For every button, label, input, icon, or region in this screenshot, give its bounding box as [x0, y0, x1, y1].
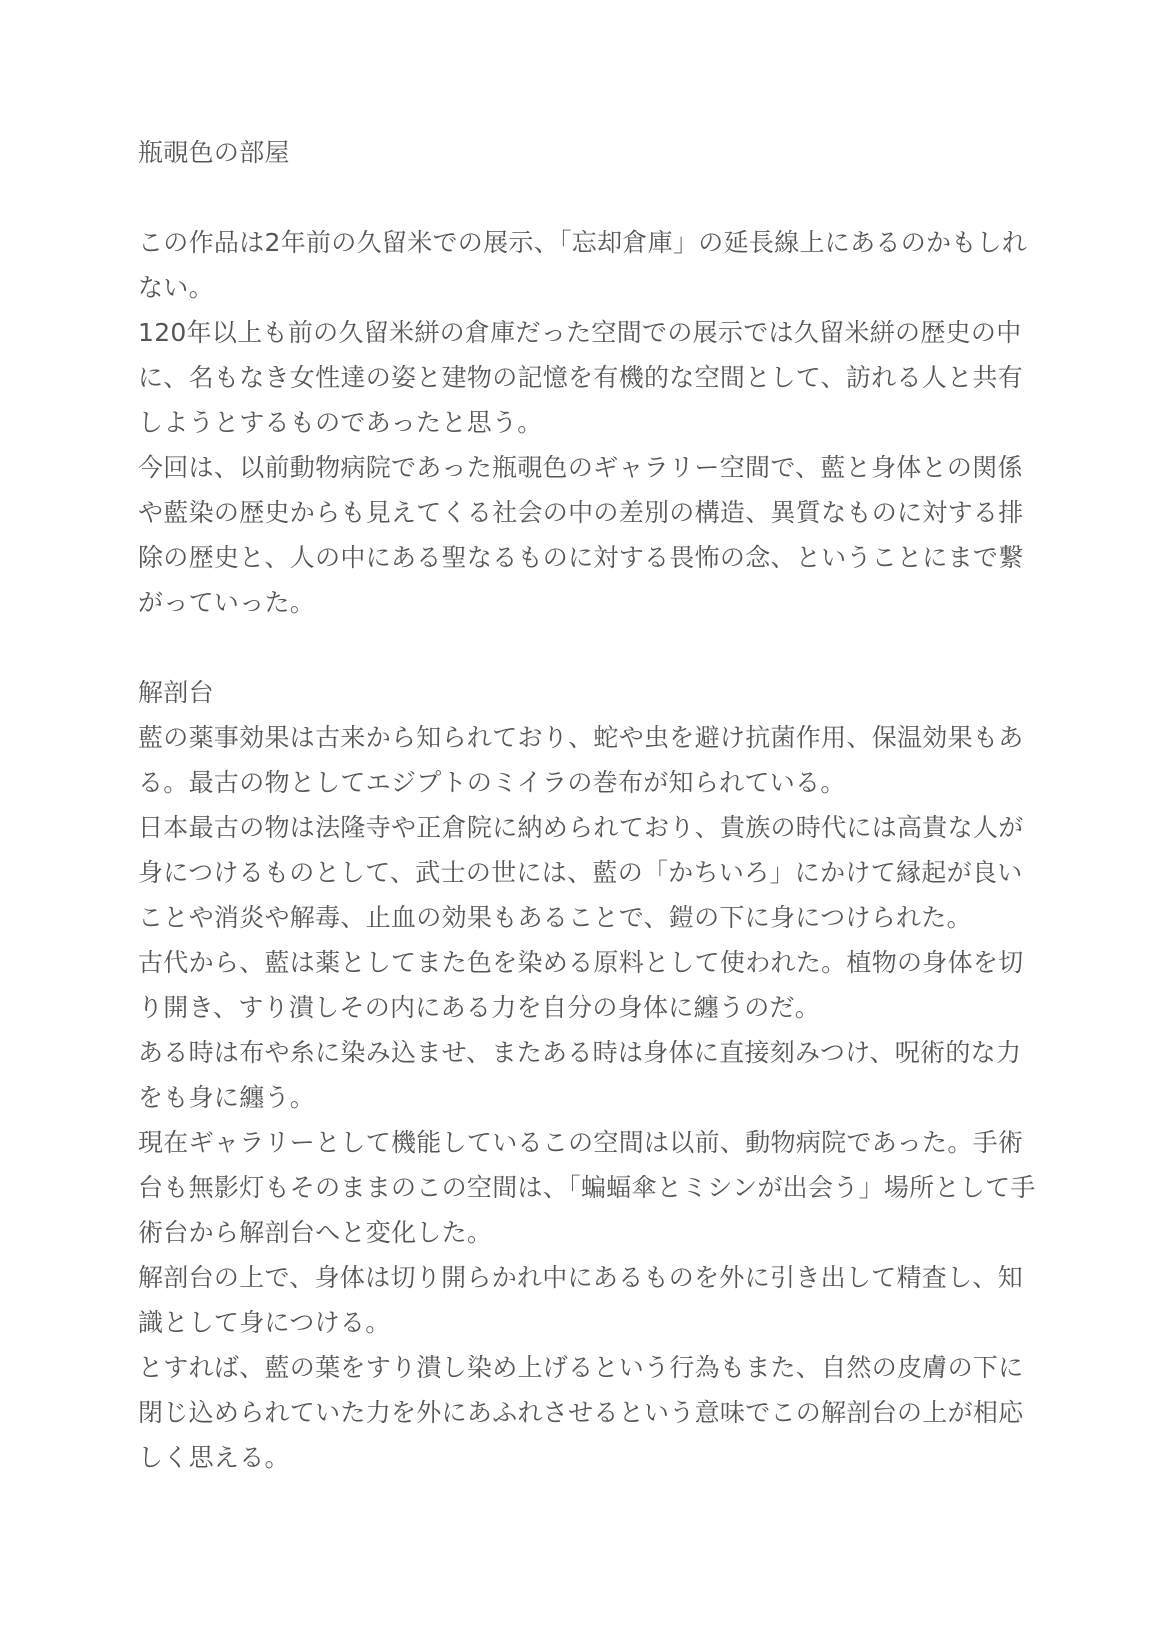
spacer	[138, 625, 1038, 670]
section-title: 瓶覗色の部屋	[138, 138, 290, 167]
section-title: 解剖台	[138, 678, 214, 707]
spacer	[138, 175, 1038, 220]
paragraph: この作品は2年前の久留米での展示、「忘却倉庫」の延長線上にあるのかもしれない。	[138, 228, 1028, 302]
paragraph: 120年以上も前の久留米絣の倉庫だった空間での展示では久留米絣の歴史の中に、名もなき女性達の姿と建物の記憶を有機的な空間として、訪れる人と共有しようとするものであったと思う。	[138, 318, 1024, 437]
paragraph: とすれば、藍の葉をすり潰し染め上げるという行為もまた、自然の皮膚の下に閉じ込められていた力を外にあふれさせるという意味でこの解剖台の上が相応しく思える。	[138, 1353, 1024, 1472]
paragraph: ある時は布や糸に染み込ませ、またある時は身体に直接刻みつけ、呪術的な力をも身に纏う。	[138, 1038, 1022, 1112]
paragraph: 今回は、以前動物病院であった瓶覗色のギャラリー空間で、藍と身体との関係や藍染の歴史からも見えてくる社会の中の差別の構造、異質なものに対する排除の歴史と、人の中にある聖なるものに対する畏怖の念、ということにまで繋がっていった。	[138, 453, 1024, 617]
section-dissection-table	[138, 670, 1038, 1480]
paragraph: 解剖台の上で、身体は切り開らかれ中にあるものを外に引き出して精査し、知識として身につける。	[138, 1263, 1024, 1337]
section-room	[138, 130, 1038, 625]
paragraph: 日本最古の物は法隆寺や正倉院に納められており、貴族の時代には高貴な人が身につけるものとして、武士の世には、藍の「かちいろ」にかけて縁起が良いことや消炎や解毒、止血の効果もあることで、鎧の下に身につけられた。	[138, 813, 1024, 932]
document-page	[138, 130, 1038, 1480]
paragraph: 古代から、藍は薬としてまた色を染める原料として使われた。植物の身体を切り開き、すり潰しその内にある力を自分の身体に纏うのだ。	[138, 948, 1024, 1022]
paragraph: 現在ギャラリーとして機能しているこの空間は以前、動物病院であった。手術台も無影灯もそのままのこの空間は、「蝙蝠傘とミシンが出会う」場所として手術台から解剖台へと変化した。	[138, 1128, 1036, 1247]
paragraph: 藍の薬事効果は古来から知られており、蛇や虫を避け抗菌作用、保温効果もある。最古の物としてエジプトのミイラの巻布が知られている。	[138, 723, 1024, 797]
